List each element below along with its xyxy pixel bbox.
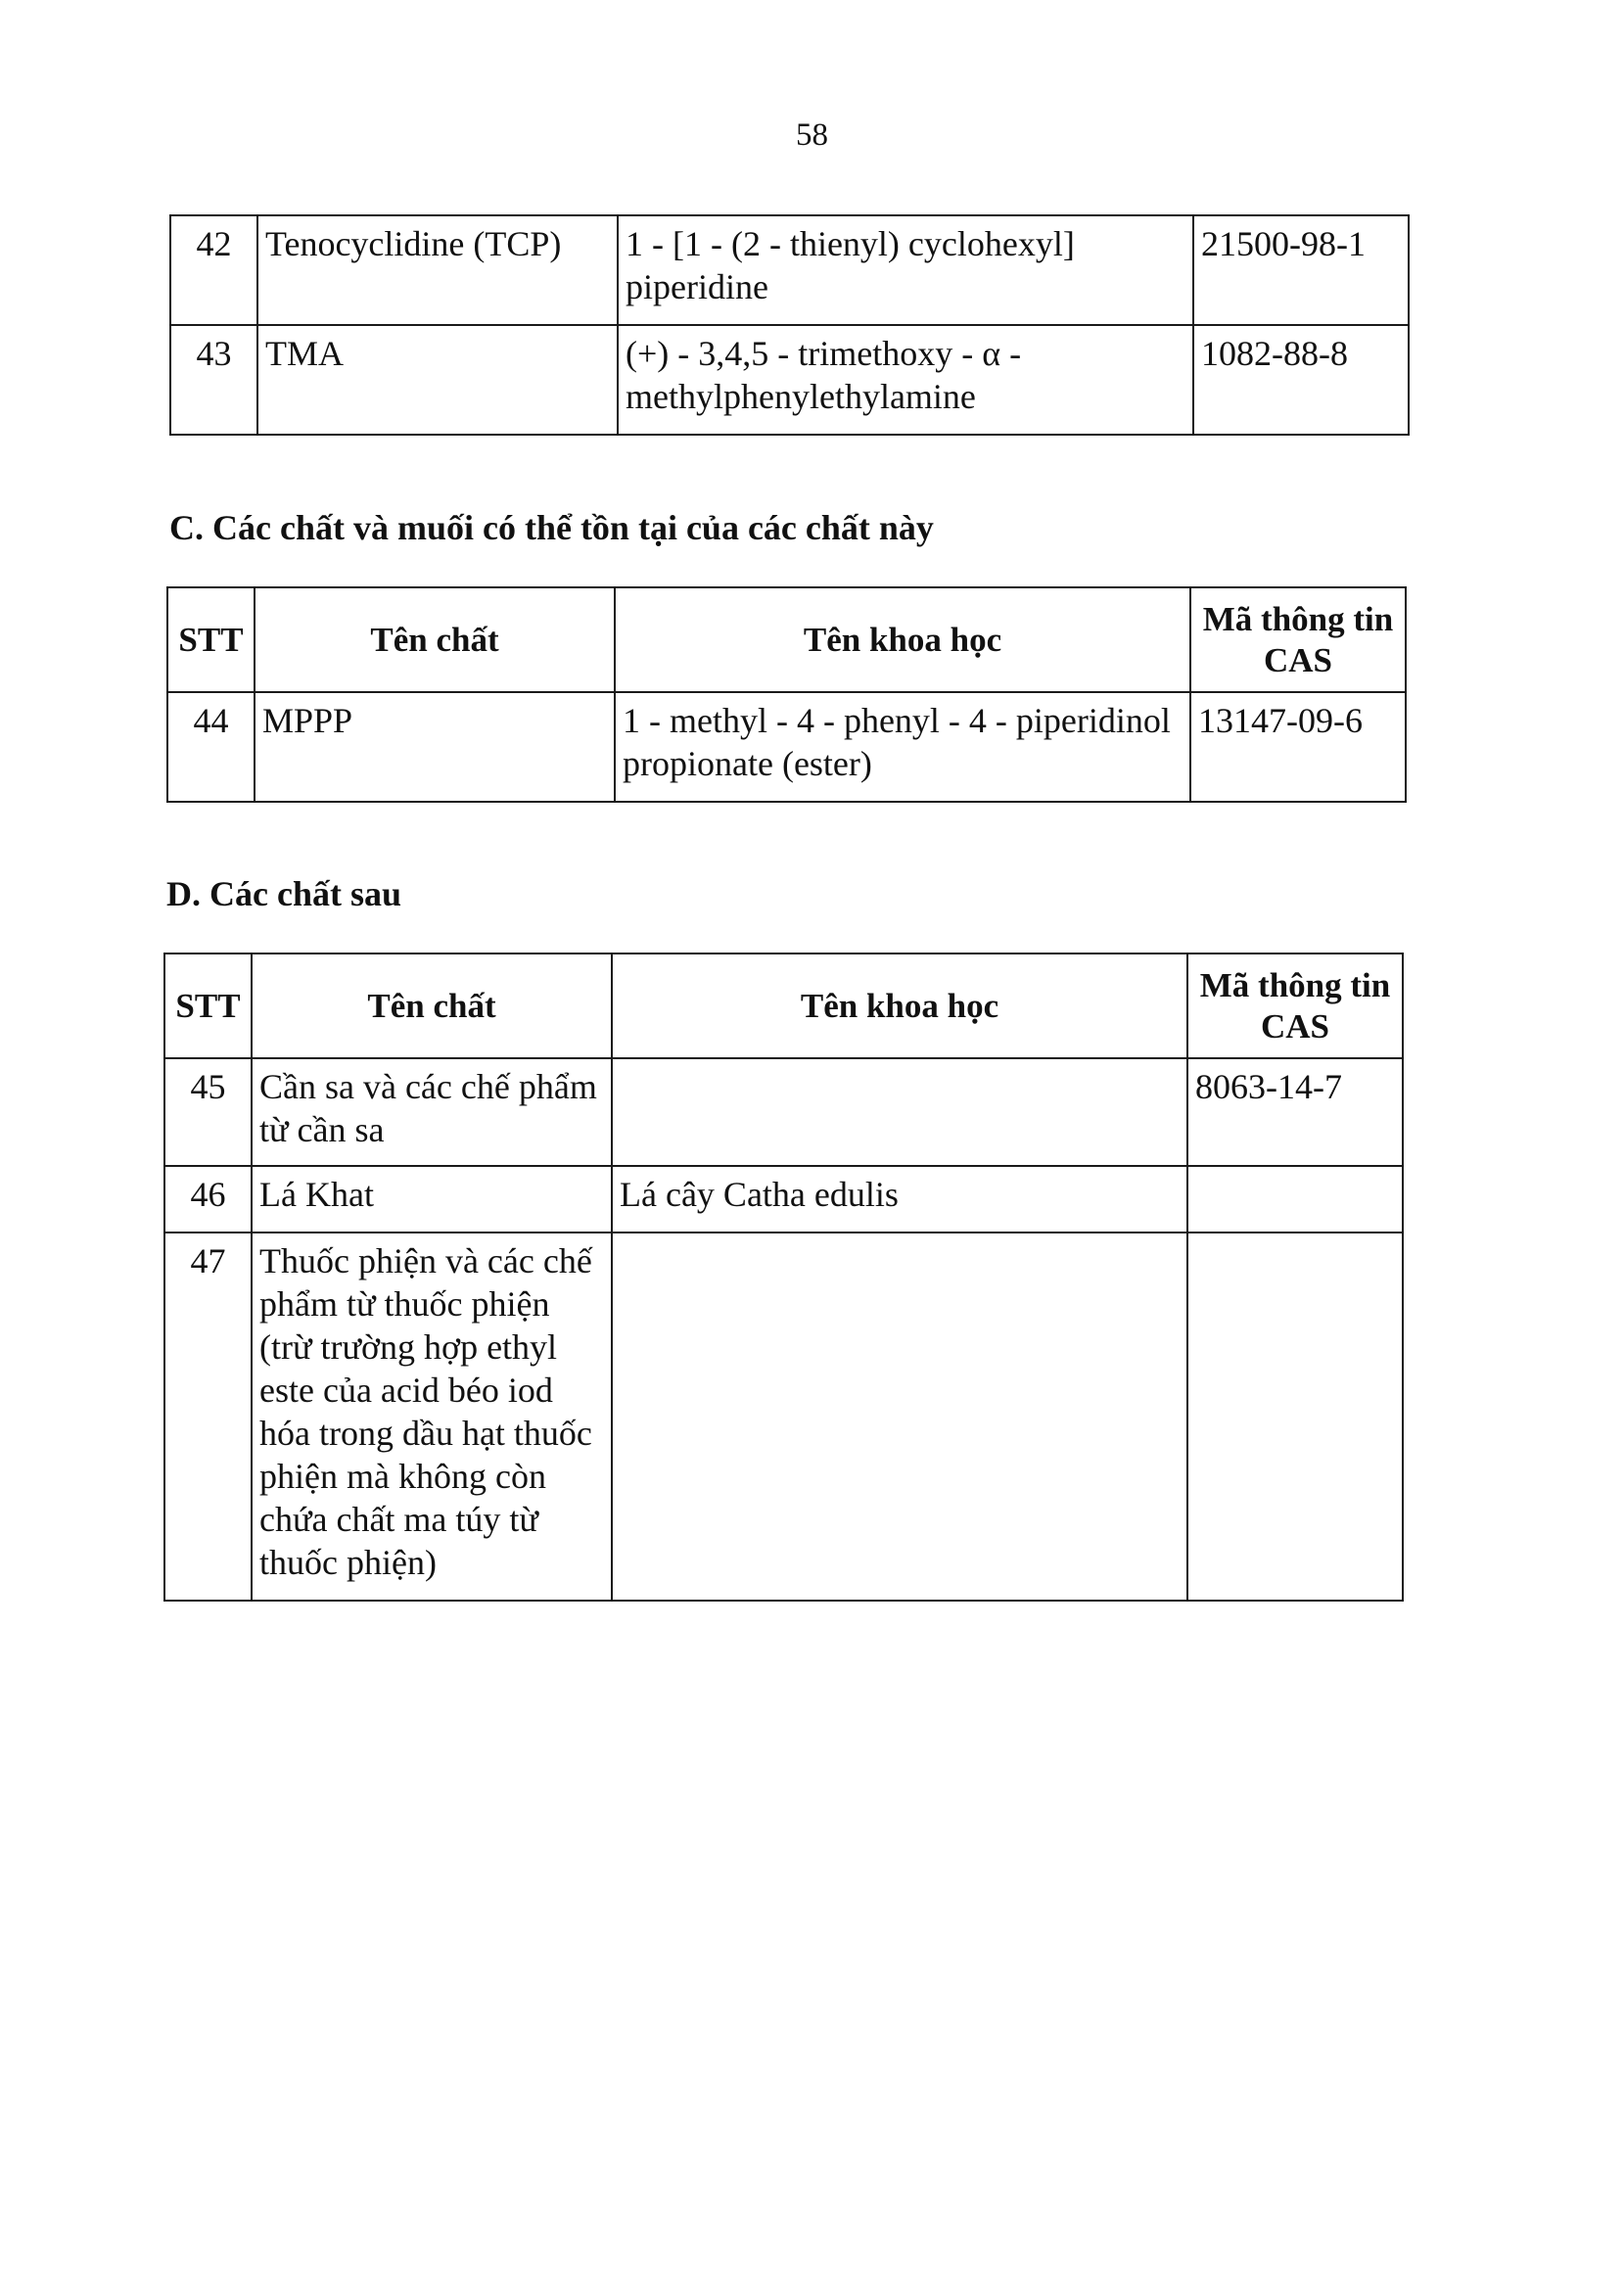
scientific-name-cell bbox=[612, 1233, 1187, 1601]
scientific-name-cell: 1 - [1 - (2 - thienyl) cyclohexyl] piperidine bbox=[618, 215, 1193, 325]
substances-table-b bbox=[169, 214, 1410, 436]
substance-name-cell: Lá Khat bbox=[252, 1166, 612, 1233]
page-number: 58 bbox=[796, 117, 828, 153]
substances-table-d bbox=[163, 953, 1404, 1602]
scientific-name-cell: (+) - 3,4,5 - trimethoxy - α - methylphenylethylamine bbox=[618, 325, 1193, 435]
stt-header: STT bbox=[164, 953, 252, 1058]
scientific-name-header: Tên khoa học bbox=[615, 587, 1190, 692]
scientific-name-cell: 1 - methyl - 4 - phenyl - 4 - piperidinol propionate (ester) bbox=[615, 692, 1190, 802]
stt-cell: 42 bbox=[170, 215, 257, 325]
cas-cell: 8063-14-7 bbox=[1187, 1058, 1403, 1166]
table-row bbox=[164, 1233, 1403, 1601]
name-header: Tên chất bbox=[255, 587, 615, 692]
scientific-name-cell: Lá cây Catha edulis bbox=[612, 1166, 1187, 1233]
stt-cell: 44 bbox=[167, 692, 255, 802]
table-row bbox=[164, 1166, 1403, 1233]
substance-name-cell: MPPP bbox=[255, 692, 615, 802]
substance-name-cell: Cần sa và các chế phẩm từ cần sa bbox=[252, 1058, 612, 1166]
scientific-name-cell bbox=[612, 1058, 1187, 1166]
cas-header: Mã thông tin CAS bbox=[1190, 587, 1406, 692]
stt-cell: 45 bbox=[164, 1058, 252, 1166]
cas-cell bbox=[1187, 1166, 1403, 1233]
table-row bbox=[170, 325, 1409, 435]
cas-header: Mã thông tin CAS bbox=[1187, 953, 1403, 1058]
stt-cell: 46 bbox=[164, 1166, 252, 1233]
cas-cell: 21500-98-1 bbox=[1193, 215, 1409, 325]
table-header-row bbox=[164, 953, 1403, 1058]
cas-cell: 13147-09-6 bbox=[1190, 692, 1406, 802]
stt-cell: 47 bbox=[164, 1233, 252, 1601]
section-d-heading: D. Các chất sau bbox=[166, 874, 401, 913]
substance-name-cell: Thuốc phiện và các chế phẩm từ thuốc phiện (trừ trường hợp ethyl este của acid béo iod hóa trong dầu hạt thuốc phiện mà không còn chứa chất ma túy từ thuốc phiện) bbox=[252, 1233, 612, 1601]
table-header-row bbox=[167, 587, 1406, 692]
cas-cell bbox=[1187, 1233, 1403, 1601]
substance-name-cell: Tenocyclidine (TCP) bbox=[257, 215, 618, 325]
cas-cell: 1082-88-8 bbox=[1193, 325, 1409, 435]
section-c-heading: C. Các chất và muối có thể tồn tại của các chất này bbox=[169, 508, 934, 547]
table-row bbox=[167, 692, 1406, 802]
substances-table-c bbox=[166, 586, 1407, 803]
substance-name-cell: TMA bbox=[257, 325, 618, 435]
table-row bbox=[164, 1058, 1403, 1166]
scientific-name-header: Tên khoa học bbox=[612, 953, 1187, 1058]
name-header: Tên chất bbox=[252, 953, 612, 1058]
table-row bbox=[170, 215, 1409, 325]
stt-cell: 43 bbox=[170, 325, 257, 435]
stt-header: STT bbox=[167, 587, 255, 692]
